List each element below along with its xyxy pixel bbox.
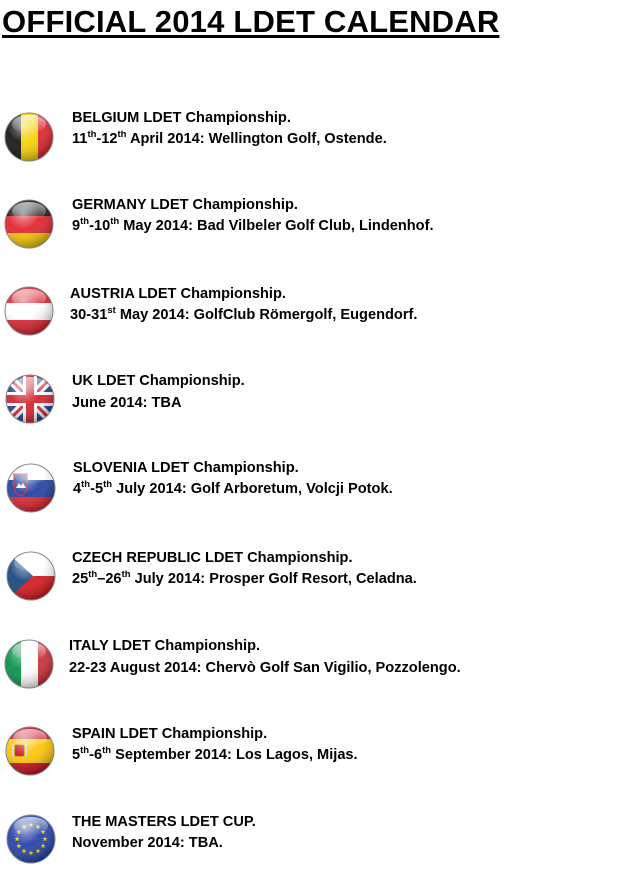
- event-slovenia: [0, 458, 640, 518]
- event-name: GERMANY LDET Championship.: [72, 197, 298, 213]
- belgium-flag-icon: [3, 111, 55, 163]
- event-spain: [0, 722, 640, 782]
- czech-flag-icon: [5, 550, 57, 602]
- spain-flag-icon: [4, 725, 56, 777]
- germany-flag-icon: [3, 198, 55, 250]
- italy-flag-icon: [3, 638, 55, 690]
- event-italy: [0, 634, 640, 694]
- event-date: 11th-12th April 2014: Wellington Golf, Ostende.: [72, 129, 387, 147]
- event-austria: [0, 284, 640, 344]
- event-date: 4th-5th July 2014: Golf Arboretum, Volcji Potok.: [73, 479, 393, 497]
- event-uk: [0, 371, 640, 431]
- event-name: AUSTRIA LDET Championship.: [70, 286, 286, 302]
- event-czech-republic: [0, 546, 640, 606]
- event-name: SPAIN LDET Championship.: [72, 726, 268, 742]
- event-name: CZECH REPUBLIC LDET Championship.: [72, 550, 353, 566]
- eu-flag-icon: [5, 813, 57, 865]
- uk-flag-icon: [4, 373, 56, 425]
- event-masters: [0, 810, 640, 870]
- slovenia-flag-icon: [5, 462, 57, 514]
- event-date: 5th-6th September 2014: Los Lagos, Mijas.: [72, 745, 358, 763]
- event-date: 9th-10th May 2014: Bad Vilbeler Golf Club, Lindenhof.: [72, 216, 434, 234]
- event-name: SLOVENIA LDET Championship.: [73, 460, 299, 476]
- event-name: UK LDET Championship.: [72, 373, 245, 389]
- event-germany: [0, 195, 640, 255]
- event-date: 30-31st May 2014: GolfClub Römergolf, Eugendorf.: [70, 305, 418, 323]
- event-date: June 2014: TBA: [72, 395, 182, 411]
- event-name: BELGIUM LDET Championship.: [72, 110, 291, 126]
- event-belgium: [0, 108, 640, 168]
- austria-flag-icon: [3, 285, 55, 337]
- event-date: 25th–26th July 2014: Prosper Golf Resort, Celadna.: [72, 569, 417, 587]
- event-name: THE MASTERS LDET CUP.: [72, 814, 256, 830]
- page-title: OFFICIAL 2014 LDET CALENDAR: [2, 4, 500, 39]
- event-date: 22-23 August 2014: Chervò Golf San Vigilio, Pozzolengo.: [69, 660, 461, 676]
- event-name: ITALY LDET Championship.: [69, 638, 261, 654]
- event-date: November 2014: TBA.: [72, 835, 223, 851]
